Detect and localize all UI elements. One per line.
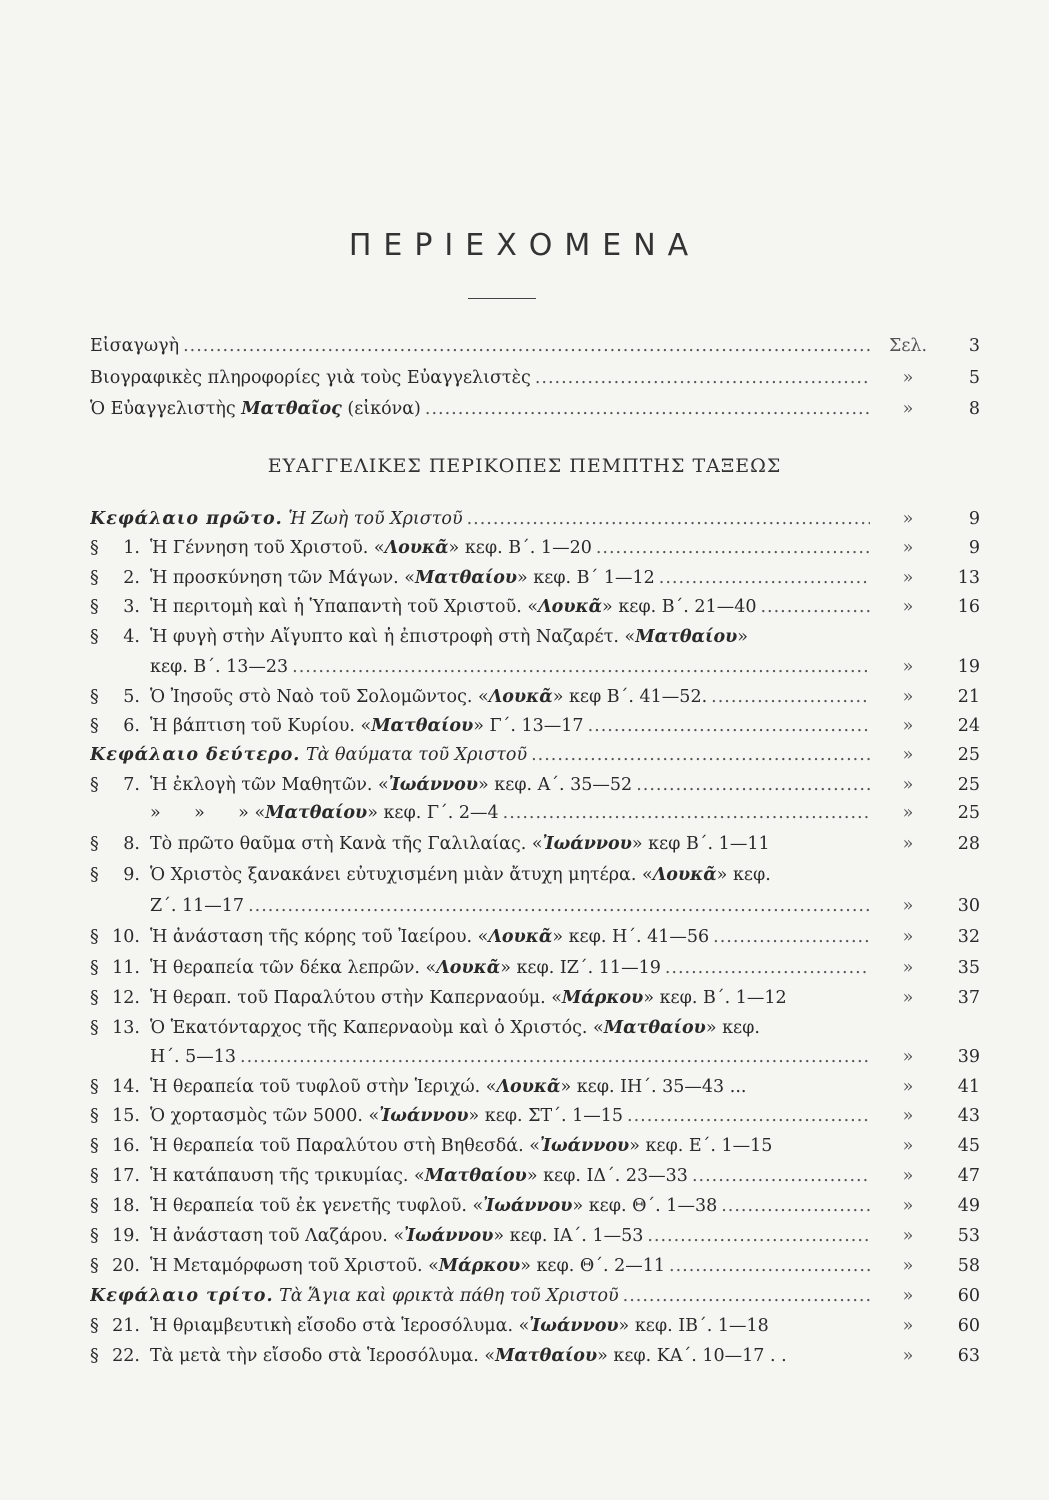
entry-text: § 12. Ἡ θεραπ. τοῦ Παραλύτου στὴν Καπερναούμ. «Μάρκου» κεφ. Β΄. 1—12: [90, 988, 787, 1008]
entry-text: § 4. Ἡ φυγὴ στὴν Αἴγυπτο καὶ ἡ ἐπιστροφὴ στὴ Ναζαρέτ. «Ματθαίου»: [90, 627, 748, 647]
chapter-heading-3[interactable]: [90, 1283, 980, 1309]
toc-entry-19[interactable]: [90, 1223, 980, 1249]
entry-text: § 22. Τὰ μετὰ τὴν εἴσοδο στὰ Ἱεροσόλυμα. «Ματθαίου» κεφ. ΚΑ΄. 10—17 . .: [90, 1346, 787, 1366]
toc-entry-16[interactable]: [90, 1133, 980, 1159]
ditto-mark: »: [902, 988, 914, 1008]
toc-entry-10[interactable]: [90, 924, 980, 950]
toc-entry-13-continued[interactable]: [90, 1044, 980, 1070]
page-number: 16: [957, 597, 980, 617]
ditto-mark: »: [902, 538, 914, 558]
entry-text: § 1. Ἡ Γέννηση τοῦ Χριστοῦ. «Λουκᾶ» κεφ. Β΄. 1—20: [90, 538, 592, 558]
page-number: 24: [957, 716, 980, 736]
entry-text: § 19. Ἡ ἀνάσταση τοῦ Λαζάρου. «Ἰωάννου» κεφ. ΙΑ΄. 1—53: [90, 1226, 644, 1246]
page-number: 32: [957, 927, 980, 947]
ditto-mark: »: [902, 399, 914, 419]
toc-entry-evangelist-image[interactable]: [90, 396, 980, 422]
toc-entry-6[interactable]: [90, 713, 980, 739]
entry-text: Ὁ Εὐαγγελιστὴς Ματθαῖος (εἰκόνα): [90, 399, 421, 419]
entry-text: § 11. Ἡ θεραπεία τῶν δέκα λεπρῶν. «Λουκᾶ» κεφ. ΙΖ΄. 11—19: [90, 958, 661, 978]
ditto-mark: »: [902, 803, 914, 823]
toc-entry-11[interactable]: [90, 955, 980, 981]
ditto-mark: »: [902, 1106, 914, 1126]
page-number: 19: [957, 657, 980, 677]
ditto-mark: »: [902, 1196, 914, 1216]
page-number: 58: [957, 1256, 980, 1276]
entry-text: Εἰσαγωγὴ: [90, 336, 180, 356]
entry-text: § 17. Ἡ κατάπαυση τῆς τρικυμίας. «Ματθαίου» κεφ. ΙΔ΄. 23—33: [90, 1166, 688, 1186]
toc-entry-3[interactable]: [90, 594, 980, 620]
ditto-mark: »: [902, 775, 914, 795]
page-number: 28: [957, 834, 980, 854]
toc-entry-22[interactable]: [90, 1343, 980, 1369]
entry-text: Ζ΄. 11—17: [150, 896, 245, 916]
section-heading: ΕΥΑΓΓΕΛΙΚΕΣ ΠΕΡΙΚΟΠΕΣ ΠΕΜΠΤΗΣ ΤΑΞΕΩΣ: [267, 455, 782, 477]
ditto-mark: »: [902, 716, 914, 736]
entry-text: Η΄. 5—13: [150, 1047, 237, 1067]
chapter-heading-1[interactable]: [90, 506, 980, 532]
toc-entry-12[interactable]: [90, 985, 980, 1011]
page-number: 25: [957, 775, 980, 795]
ditto-mark: »: [902, 927, 914, 947]
toc-entry-2[interactable]: [90, 565, 980, 591]
page-title: ΠΕΡΙΕΧΟΜΕΝΑ: [348, 228, 701, 263]
page-number: 9: [968, 509, 980, 529]
toc-entry-5[interactable]: [90, 684, 980, 710]
toc-entry-8[interactable]: [90, 831, 980, 857]
entry-text: § 10. Ἡ ἀνάσταση τῆς κόρης τοῦ Ἰαείρου. «Λουκᾶ» κεφ. Η΄. 41—56: [90, 927, 710, 947]
entry-text: » » » «Ματθαίου» κεφ. Γ΄. 2—4: [150, 803, 499, 823]
entry-text: § 8. Τὸ πρῶτο θαῦμα στὴ Κανὰ τῆς Γαλιλαίας. «Ἰωάννου» κεφ Β΄. 1—11: [90, 834, 770, 854]
toc-entry-7-matthew[interactable]: [90, 800, 980, 826]
toc-entry-20[interactable]: [90, 1253, 980, 1279]
ditto-mark: »: [902, 834, 914, 854]
entry-text: § 20. Ἡ Μεταμόρφωση τοῦ Χριστοῦ. «Μάρκου» κεφ. Θ΄. 2—11: [90, 1256, 665, 1276]
page-number: 41: [957, 1077, 980, 1097]
ditto-mark: »: [902, 509, 914, 529]
toc-entry-9[interactable]: [90, 862, 975, 888]
toc-entry-7[interactable]: [90, 772, 980, 798]
page-number: 37: [957, 988, 980, 1008]
ditto-mark: »: [902, 1346, 914, 1366]
page-label: Σελ.: [888, 336, 928, 356]
ditto-mark: »: [902, 1316, 914, 1336]
entry-text: § 15. Ὁ χορτασμὸς τῶν 5000. «Ἰωάννου» κεφ. ΣΤ΄. 1—15: [90, 1106, 624, 1126]
ditto-mark: »: [902, 1226, 914, 1246]
page-number: 35: [957, 958, 980, 978]
ditto-mark: »: [902, 687, 914, 707]
ditto-mark: »: [902, 568, 914, 588]
page-number: 43: [957, 1106, 980, 1126]
page-number: 21: [957, 687, 980, 707]
chapter-text: Κεφάλαιο τρίτο. Τὰ Ἅγια καὶ φρικτὰ πάθη τοῦ Χριστοῦ: [90, 1286, 619, 1306]
page-number: 47: [957, 1166, 980, 1186]
toc-entry-biographies[interactable]: [90, 365, 980, 391]
toc-entry-13[interactable]: [90, 1015, 975, 1041]
toc-entry-1[interactable]: [90, 535, 980, 561]
ditto-mark: »: [902, 1136, 914, 1156]
entry-text: § 9. Ὁ Χριστὸς ξανακάνει εὐτυχισμένη μιὰν ἄτυχη μητέρα. «Λουκᾶ» κεφ.: [90, 865, 771, 885]
ditto-mark: »: [902, 1286, 914, 1306]
ditto-mark: »: [902, 597, 914, 617]
page-number: 5: [968, 368, 980, 388]
entry-text: Βιογραφικὲς πληροφορίες γιὰ τοὺς Εὐαγγελιστὲς: [90, 368, 531, 388]
ditto-mark: »: [902, 657, 914, 677]
toc-entry-9-continued[interactable]: [90, 893, 980, 919]
ditto-mark: »: [902, 1077, 914, 1097]
page-number: 63: [957, 1346, 980, 1366]
title-divider: [468, 298, 536, 299]
page-number: 30: [957, 896, 980, 916]
page-number: 8: [968, 399, 980, 419]
entry-text: § 18. Ἡ θεραπεία τοῦ ἐκ γενετῆς τυφλοῦ. «Ἰωάννου» κεφ. Θ΄. 1—38: [90, 1196, 718, 1216]
entry-text: § 2. Ἡ προσκύνηση τῶν Μάγων. «Ματθαίου» κεφ. Β΄ 1—12: [90, 568, 655, 588]
page-number: 49: [957, 1196, 980, 1216]
ditto-mark: »: [902, 1256, 914, 1276]
toc-entry-17[interactable]: [90, 1163, 980, 1189]
ditto-mark: »: [902, 368, 914, 388]
chapter-heading-2[interactable]: [90, 742, 980, 768]
toc-entry-15[interactable]: [90, 1103, 980, 1129]
entry-text: § 21. Ἡ θριαμβευτικὴ εἴσοδο στὰ Ἱεροσόλυμα. «Ἰωάννου» κεφ. ΙΒ΄. 1—18: [90, 1316, 769, 1336]
chapter-text: Κεφάλαιο πρῶτο. Ἡ Ζωὴ τοῦ Χριστοῦ: [90, 509, 463, 529]
entry-text: § 3. Ἡ περιτομὴ καὶ ἡ Ὑπαπαντὴ τοῦ Χριστοῦ. «Λουκᾶ» κεφ. Β΄. 21—40: [90, 597, 757, 617]
page-number: 60: [957, 1316, 980, 1336]
toc-entry-4[interactable]: [90, 624, 975, 650]
ditto-mark: »: [902, 958, 914, 978]
entry-text: § 5. Ὁ Ἰησοῦς στὸ Ναὸ τοῦ Σολομῶντος. «Λουκᾶ» κεφ Β΄. 41—52.: [90, 687, 708, 707]
entry-text: § 13. Ὁ Ἑκατόνταρχος τῆς Καπερναοὺμ καὶ ὁ Χριστός. «Ματθαίου» κεφ.: [90, 1018, 760, 1038]
page-number: 25: [957, 745, 980, 765]
page-number: 39: [957, 1047, 980, 1067]
ditto-mark: »: [902, 1166, 914, 1186]
page-number: 45: [957, 1136, 980, 1156]
page-number: 3: [968, 336, 980, 356]
ditto-mark: »: [902, 745, 914, 765]
page-number: 53: [957, 1226, 980, 1246]
ditto-mark: »: [902, 1047, 914, 1067]
toc-entry-14[interactable]: [90, 1074, 980, 1100]
toc-entry-introduction[interactable]: [90, 333, 980, 359]
toc-entry-21[interactable]: [90, 1313, 980, 1339]
entry-text: § 6. Ἡ βάπτιση τοῦ Κυρίου. «Ματθαίου» Γ΄. 13—17: [90, 716, 584, 736]
toc-entry-4-continued[interactable]: [90, 654, 980, 680]
page-number: 9: [968, 538, 980, 558]
entry-text: § 7. Ἡ ἐκλογὴ τῶν Μαθητῶν. «Ἰωάννου» κεφ. Α΄. 35—52: [90, 775, 633, 795]
entry-text: § 14. Ἡ θεραπεία τοῦ τυφλοῦ στὴν Ἱεριχώ. «Λουκᾶ» κεφ. ΙΗ΄. 35—43 ...: [90, 1077, 747, 1097]
chapter-text: Κεφάλαιο δεύτερο. Τὰ θαύματα τοῦ Χριστοῦ: [90, 745, 528, 765]
ditto-mark: »: [902, 896, 914, 916]
page-number: 13: [957, 568, 980, 588]
entry-text: κεφ. Β΄. 13—23: [150, 657, 289, 677]
toc-entry-18[interactable]: [90, 1193, 980, 1219]
page-number: 60: [957, 1286, 980, 1306]
entry-text: § 16. Ἡ θεραπεία τοῦ Παραλύτου στὴ Βηθεσδά. «Ἰωάννου» κεφ. Ε΄. 1—15: [90, 1136, 773, 1156]
page-number: 25: [957, 803, 980, 823]
